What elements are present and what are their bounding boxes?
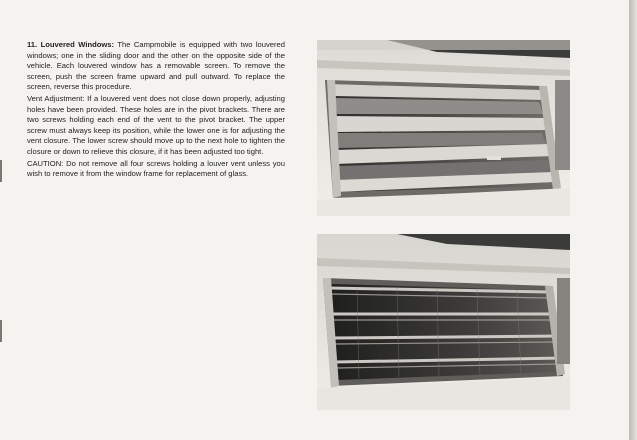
text-column <box>27 40 285 181</box>
vent-adjustment-paragraph: Vent Adjustment: If a louvered vent does not close down properly, adjusting holes have been provided. These holes are in the pivot brackets. There are two screws holding each end of the vent to the pivot bracket. The upper screw must always keep its position, while the lower one is for adjusting the vent closure. The lower screw should move up to the next hole to tighten the closure or down to relieve this closure, if it has been adjusted too tight. <box>27 93 285 156</box>
page-edge <box>629 0 637 440</box>
binding-mark-upper <box>0 160 2 182</box>
photo-louvers-closed <box>317 40 570 216</box>
louvered-windows-intro: The Campmobile is equipped with two louvered windows; one in the sliding door and the other on the opposite side of the vehicle. Each louvered window has a removable screen. To remove the screen, push the screen frame upward and pull outward. To replace the screen, reverse this procedure. <box>27 40 286 92</box>
photo-louvers-open <box>317 234 570 410</box>
caution-paragraph: CAUTION: Do not remove all four screws holding a louver vent unless you wish to remove it from the window frame for replacement of glass. <box>27 158 285 179</box>
binding-mark-lower <box>0 320 2 342</box>
louvered-windows-paragraph <box>27 40 285 93</box>
section-title: 11. Louvered Windows: <box>27 40 115 49</box>
